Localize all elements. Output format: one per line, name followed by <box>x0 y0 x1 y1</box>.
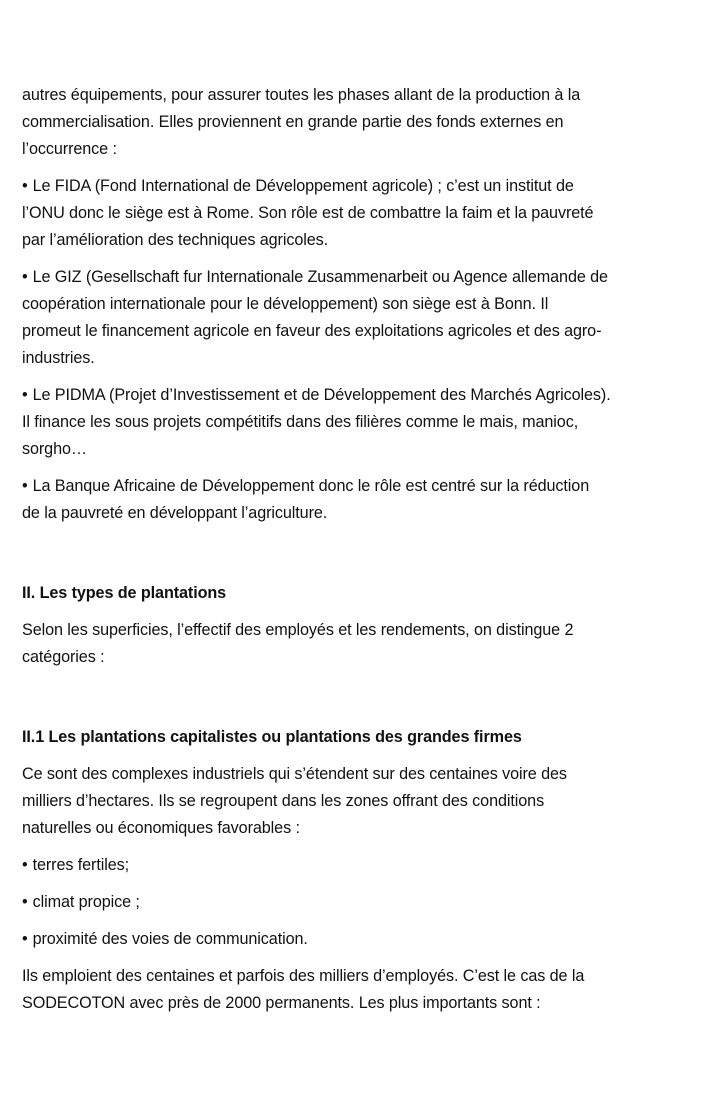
section-spacer <box>22 537 702 580</box>
bullet-icon: • <box>22 893 28 911</box>
paragraph-industrial-complexes <box>22 761 702 842</box>
paragraph-funding-sources <box>22 82 702 163</box>
text-line: commercialisation. Elles proviennent en grande partie des fonds externes en <box>22 113 564 131</box>
text-line: l’occurrence : <box>22 140 117 158</box>
bullet-item-pidma <box>22 382 702 463</box>
section-spacer <box>22 681 702 724</box>
text-line: naturelles ou économiques favorables : <box>22 819 300 837</box>
text-line: industries. <box>22 349 95 367</box>
text-line-with-bullet <box>22 852 702 879</box>
bullet-item-climate <box>22 889 702 916</box>
bullet-icon: • <box>22 856 28 874</box>
bullet-text: proximité des voies de communication. <box>32 930 308 948</box>
bullet-item-communication-routes <box>22 926 702 953</box>
text-line: SODECOTON avec près de 2000 permanents. Les plus importants sont : <box>22 994 541 1012</box>
text-line: promeut le financement agricole en faveur des exploitations agricoles et des agro- <box>22 322 602 340</box>
bullet-item-fida <box>22 173 702 254</box>
text-line-with-bullet <box>22 926 702 953</box>
text-line: coopération internationale pour le développement) son siège est à Bonn. Il <box>22 295 549 313</box>
bullet-icon: • <box>22 477 28 495</box>
text-line: Ce sont des complexes industriels qui s’étendent sur des centaines voire des <box>22 765 567 783</box>
bullet-icon: • <box>22 930 28 948</box>
text-line-with-bullet <box>22 382 702 409</box>
text-line: Ils emploient des centaines et parfois des milliers d’employés. C’est le cas de la <box>22 967 585 985</box>
bullet-item-bad <box>22 473 702 527</box>
bullet-text: Le PIDMA (Projet d’Investissement et de Développement des Marchés Agricoles). <box>32 386 611 404</box>
text-line: sorgho… <box>22 440 87 458</box>
text-line: l’ONU donc le siège est à Rome. Son rôle est de combattre la faim et la pauvreté <box>22 204 594 222</box>
text-line: autres équipements, pour assurer toutes les phases allant de la production à la <box>22 86 581 104</box>
text-line: catégories : <box>22 648 105 666</box>
bullet-text: La Banque Africaine de Développement donc le rôle est centré sur la réduction <box>32 477 590 495</box>
section-heading-types-plantations: II. Les types de plantations <box>22 584 227 602</box>
text-line-with-bullet <box>22 889 702 916</box>
bullet-text: Le FIDA (Fond International de Développement agricole) ; c’est un institut de <box>32 177 574 195</box>
text-line-with-bullet <box>22 173 702 200</box>
text-line: de la pauvreté en développant l’agriculture. <box>22 504 328 522</box>
paragraph-categories-intro <box>22 617 702 671</box>
bullet-icon: • <box>22 386 28 404</box>
bullet-icon: • <box>22 268 28 286</box>
text-line: Il finance les sous projets compétitifs dans des filières comme le mais, manioc, <box>22 413 579 431</box>
bullet-text: terres fertiles; <box>32 856 130 874</box>
text-line: milliers d’hectares. Ils se regroupent dans les zones offrant des conditions <box>22 792 545 810</box>
bullet-item-giz <box>22 264 702 372</box>
text-line: par l’amélioration des techniques agricoles. <box>22 231 329 249</box>
text-line-with-bullet <box>22 473 702 500</box>
paragraph-employees-sodecoton <box>22 963 702 1017</box>
bullet-text: climat propice ; <box>32 893 140 911</box>
subsection-heading-capitalist-plantations: II.1 Les plantations capitalistes ou plantations des grandes firmes <box>22 728 522 746</box>
text-line-with-bullet <box>22 264 702 291</box>
document-page <box>22 82 702 1027</box>
bullet-icon: • <box>22 177 28 195</box>
text-line: Selon les superficies, l’effectif des employés et les rendements, on distingue 2 <box>22 621 574 639</box>
bullet-item-fertile-land <box>22 852 702 879</box>
bullet-text: Le GIZ (Gesellschaft fur Internationale Zusammenarbeit ou Agence allemande de <box>32 268 608 286</box>
